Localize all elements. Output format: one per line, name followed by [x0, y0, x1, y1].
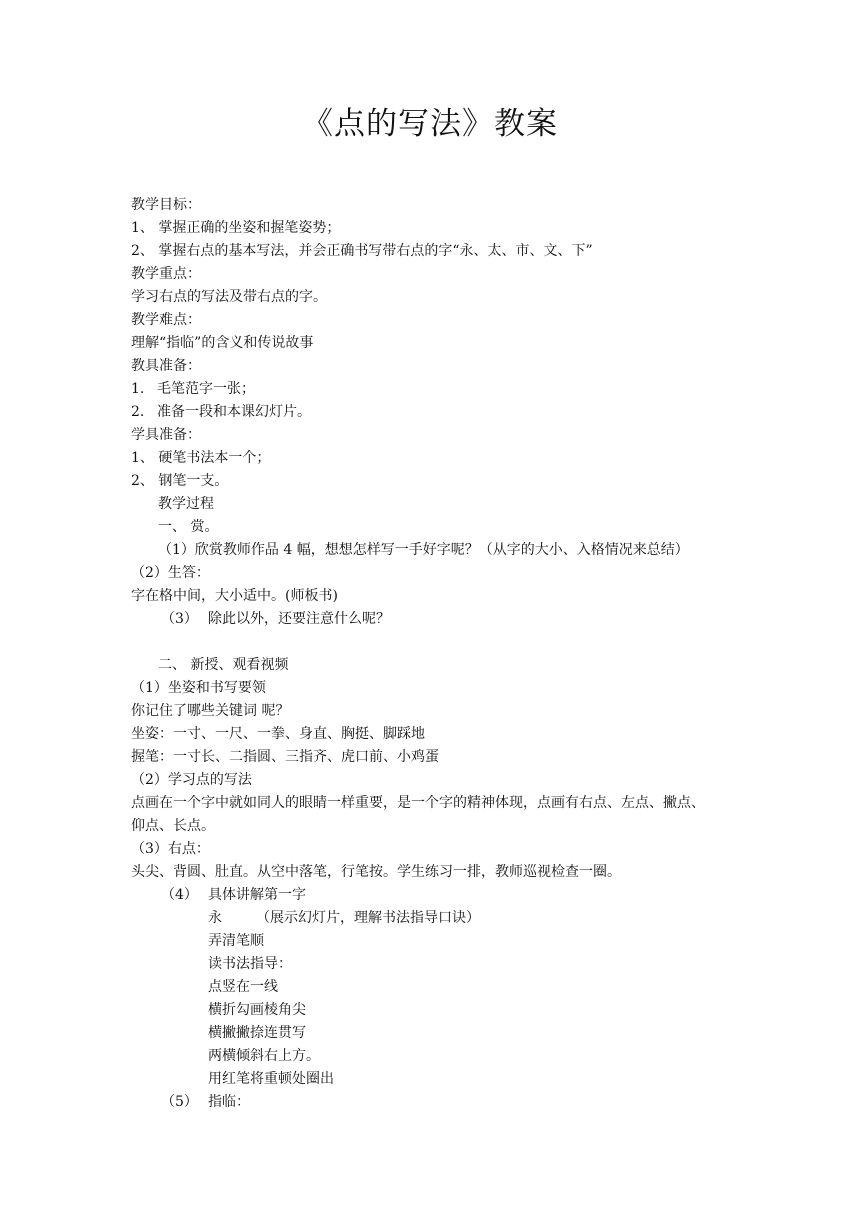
list-text: 准备一段和本课幻灯片。 [157, 404, 311, 420]
process-step-2: （2）生答： [131, 565, 210, 581]
process-answer: 字在格中间，大小适中。(师板书) [131, 588, 338, 604]
list-number: 1. [131, 381, 145, 397]
student-aid-item-2: 2、 钢笔一支。 [131, 473, 229, 489]
key-point-text: 学习右点的写法及带右点的字。 [131, 289, 327, 305]
page-title: 《点的写法》教案 [302, 106, 558, 142]
list-number: （5） [161, 1094, 198, 1110]
list-text: 指临： [208, 1094, 250, 1110]
right-dot-description: 头尖、背圆、肚直。从空中落笔，行笔按。学生练习一排，教师巡视检查一圈。 [131, 864, 621, 880]
list-number: （3） [161, 611, 198, 627]
heading-teaching-aids: 教具准备： [131, 358, 201, 374]
guide-line-2: 横折勾画棱角尖 [208, 1002, 306, 1018]
section-two-heading: 二、 新授、观看视频 [158, 657, 289, 673]
list-text: 具体讲解第一字 [208, 887, 306, 903]
sitting-keywords: 坐姿：一寸、一尺、一拳、身直、胸挺、脚踩地 [131, 726, 425, 742]
heading-teaching-process: 教学过程 [158, 496, 214, 512]
heading-student-aids: 学具准备： [131, 427, 201, 443]
process-step-4 [161, 885, 306, 905]
teaching-aid-item-2 [131, 402, 311, 422]
list-text: 除此以外，还要注意什么呢？ [208, 611, 390, 627]
guide-line-1: 点竖在一线 [208, 979, 278, 995]
right-dot-heading: （3）右点： [131, 841, 210, 857]
list-number: （4） [161, 887, 198, 903]
process-step-1: （1）欣赏教师作品 4 幅，想想怎样写一手好字呢？（从字的大小、入格情况来总结） [158, 542, 689, 558]
heading-key-points: 教学重点： [131, 266, 201, 282]
list-number: 2. [131, 404, 145, 420]
guide-line-4: 两横倾斜右上方。 [208, 1048, 320, 1064]
dot-description-line-1: 点画在一个字中就如同人的眼睛一样重要，是一个字的精神体现，点画有右点、左点、撇点、 [131, 795, 705, 811]
list-text: 毛笔范字一张； [157, 381, 255, 397]
character-yong-line [208, 908, 480, 928]
goal-item-1: 1、 掌握正确的坐姿和握笔姿势； [131, 220, 341, 236]
posture-heading: （1）坐姿和书写要领 [131, 680, 266, 696]
teaching-aid-item-1 [131, 379, 255, 399]
guide-line-5: 用红笔将重顿处圈出 [208, 1071, 334, 1087]
character-yong: 永 [208, 910, 222, 926]
slide-note: （展示幻灯片，理解书法指导口诀） [256, 910, 480, 926]
difficulty-text: 理解“指临”的含义和传说故事 [131, 335, 314, 351]
stroke-order-note: 弄清笔顺 [208, 933, 264, 949]
section-one-heading: 一、 赏。 [158, 519, 219, 535]
goal-item-2: 2、 掌握右点的基本写法，并会正确书写带右点的字“永、太、市、文、下” [131, 243, 593, 259]
process-step-5 [161, 1092, 250, 1112]
dot-writing-heading: （2）学习点的写法 [131, 772, 252, 788]
heading-difficulties: 教学难点： [131, 312, 201, 328]
process-step-3 [161, 609, 390, 629]
keywords-question: 你记住了哪些关键词 呢？ [131, 703, 290, 719]
dot-description-line-2: 仰点、长点。 [131, 818, 215, 834]
heading-teaching-goals: 教学目标： [131, 197, 201, 213]
guide-heading: 读书法指导： [208, 956, 292, 972]
grip-keywords: 握笔：一寸长、二指圆、三指齐、虎口前、小鸡蛋 [131, 749, 439, 765]
student-aid-item-1: 1、 硬笔书法本一个； [131, 450, 271, 466]
guide-line-3: 横撇撇捺连贯写 [208, 1025, 306, 1041]
